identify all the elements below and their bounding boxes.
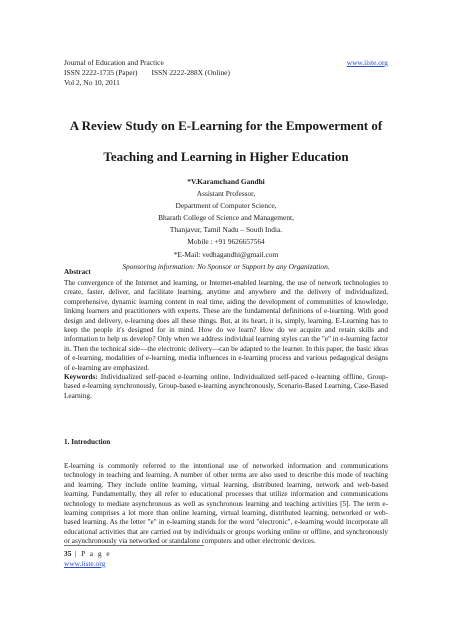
volume-info: Vol 2, No 10, 2011 xyxy=(64,78,120,87)
sponsor-info: Sponsoring information: No Sponsor or Support by any Organization. xyxy=(122,261,330,271)
issn-online: ISSN 2222-288X (Online) xyxy=(151,68,230,77)
page-number: 35 xyxy=(64,549,72,558)
abstract-body xyxy=(64,279,388,401)
footer-rule xyxy=(64,545,204,546)
issn-paper: ISSN 2222-1735 (Paper) xyxy=(64,68,138,77)
journal-name: Journal of Education and Practice xyxy=(64,58,164,67)
author-email: *E-Mail: vedhagandhi@gmail.com xyxy=(173,249,279,259)
issn-line xyxy=(64,68,388,78)
footer-site-link[interactable]: www.iiste.org xyxy=(64,559,106,568)
keywords-label: Keywords: xyxy=(64,373,98,382)
keywords-list: Individualized self-paced e-learning online, Individualized self-paced e-learning offline, Group-based e-learning synchronously, Group-based e-learning asynchronously, Scenario-Based Learning, Case-Based Learning. xyxy=(64,373,388,400)
page-label: | P a g e xyxy=(71,549,112,558)
author-name: *V.Karamchand Gandhi xyxy=(187,177,265,186)
title-line-1: A Review Study on E-Learning for the Empowerment of xyxy=(69,118,383,133)
title-line-2: Teaching and Learning in Higher Education xyxy=(103,149,349,164)
introduction-heading: 1. Introduction xyxy=(64,438,111,446)
journal-site-link[interactable]: www.iiste.org xyxy=(346,58,388,67)
author-mobile: Mobile : +91 9626657564 xyxy=(187,237,265,247)
page-footer xyxy=(64,549,111,569)
journal-header xyxy=(64,58,388,88)
abstract-text: The convergence of the Internet and learning, or Internet-enabled learning, the use of network technologies to create, faster, deliver, and facilitate learning, anytime and anywhere and the delivery of individualized, comprehensive, dynamic learning content in real time, aiding the development of communities of knowledge, linking learners and practitioners with experts. These are the fundamental definitions of e-learning. With good design and delivery, e-learning does all these things. But, at its heart, it is, simply, learning. E-Learning has to keep the people it's designed for in mind. How do we learn? How do we acquire and retain skills and information to help us develop? Only when we address individual learning styles can the "e" in e-learning factor in. Then the technical side—the electronic delivery—can be adapted to the learner. In this paper, the basic ideas of e-learning, modalities of e-learning, media influences in e-learning process and various pedagogical designs of e-learning are emphasized. xyxy=(64,279,388,372)
abstract-heading: Abstract xyxy=(64,268,91,276)
author-department: Department of Computer Science, xyxy=(175,201,277,211)
introduction-body: E-learning is commonly referred to the intentional use of networked information and communications technology in teaching and learning. A number of other terms are also used to describe this mode of teaching and learning. They include online learning, virtual learning, distributed learning, network and web-based learning. Fundamentally, they all refer to educational processes that utilize information and communications technology to mediate asynchronous as well as synchronous learning and teaching activities [5]. The term e-learning comprises a lot more than online learning, virtual learning, distributed learning, networked or web-based learning. As the letter "e" in e-learning stands for the word "electronic", e-learning would incorporate all educational activities that are carried out by individuals or groups working online or offline, and synchronously or asynchronously via networked or standalone computers and other electronic devices. xyxy=(64,462,388,546)
keywords xyxy=(64,373,388,401)
paper-title xyxy=(64,118,388,165)
author-block xyxy=(64,176,388,273)
author-position: Assistant Professor, xyxy=(196,189,256,199)
author-location: Thanjavur, Tamil Nadu – South India. xyxy=(169,225,283,235)
author-college: Bharath College of Science and Management, xyxy=(158,213,294,223)
